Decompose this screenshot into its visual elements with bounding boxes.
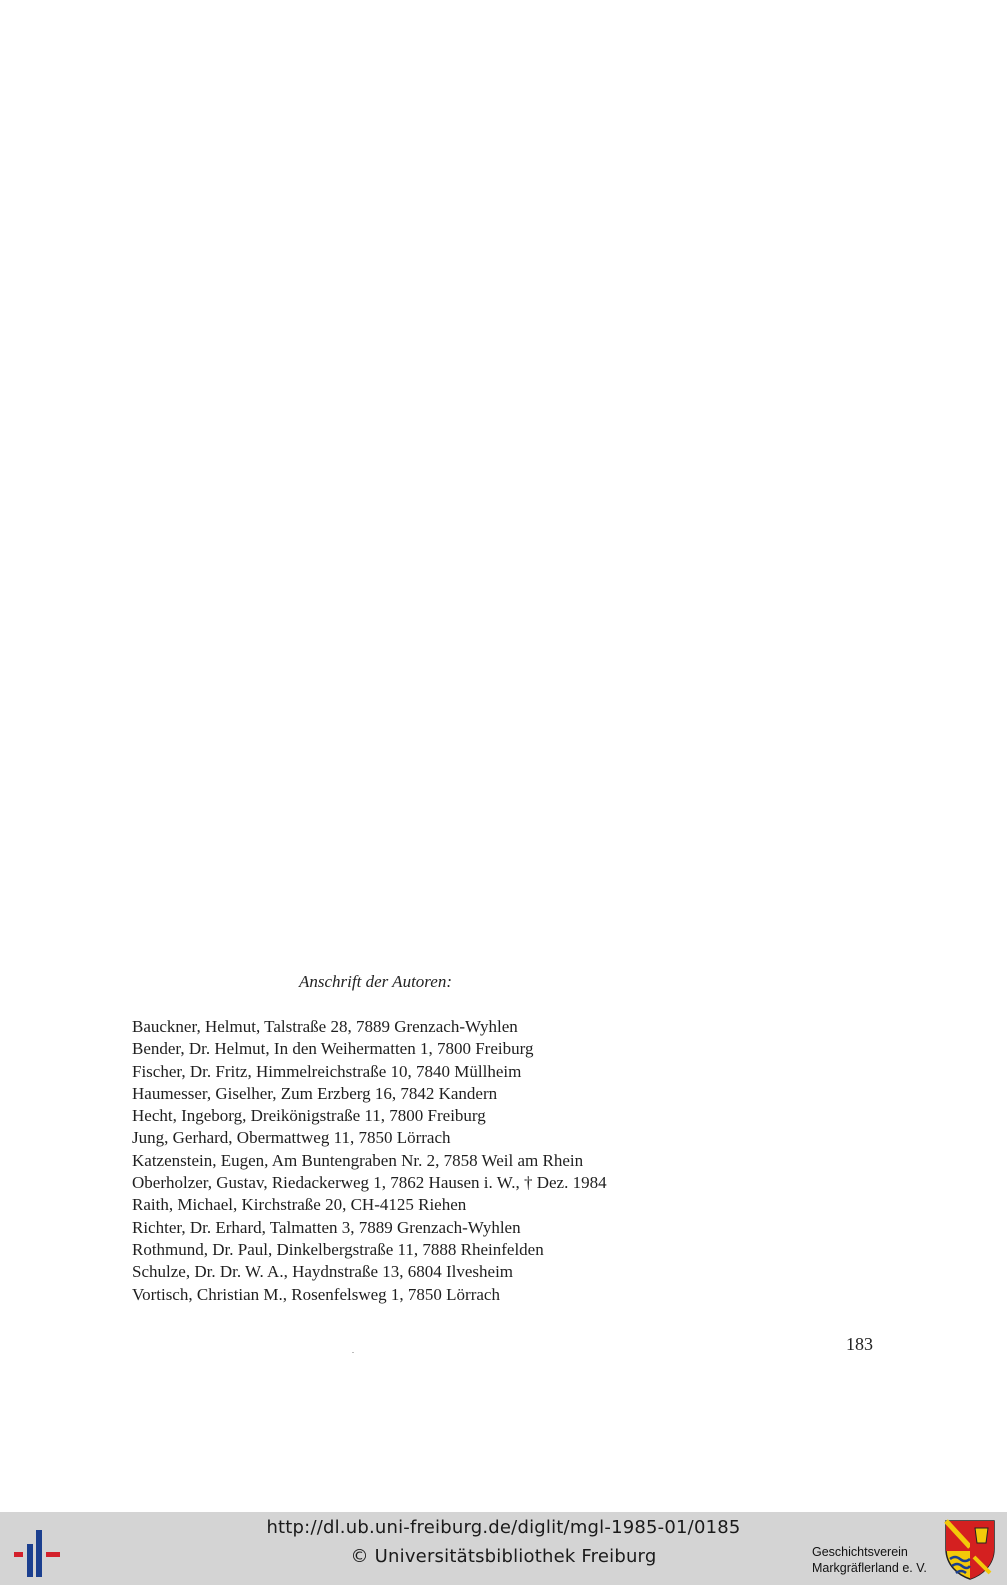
author-entry: Bender, Dr. Helmut, In den Weihermatten 1, 7800 Freiburg	[132, 1039, 534, 1059]
page-number: 183	[846, 1334, 873, 1354]
author-entry: Rothmund, Dr. Paul, Dinkelbergstraße 11, 7888 Rheinfelden	[132, 1239, 544, 1259]
author-entry: Raith, Michael, Kirchstraße 20, CH-4125 Riehen	[132, 1195, 467, 1215]
author-entry: Bauckner, Helmut, Talstraße 28, 7889 Grenzach-Wyhlen	[132, 1017, 518, 1036]
society-name-line1: Geschichtsverein	[812, 1545, 908, 1559]
page-heading: Anschrift der Autoren:	[299, 972, 452, 991]
author-entry: Jung, Gerhard, Obermattweg 11, 7850 Lörrach	[132, 1128, 451, 1148]
author-entry: Katzenstein, Eugen, Am Buntengraben Nr. 2, 7858 Weil am Rhein	[132, 1150, 584, 1170]
author-entry: Haumesser, Giselher, Zum Erzberg 16, 7842 Kandern	[132, 1083, 498, 1103]
coat-of-arms-icon[interactable]	[944, 1519, 996, 1581]
footer-bar	[0, 1512, 1007, 1585]
author-entry: Oberholzer, Gustav, Riedackerweg 1, 7862 Hausen i. W., † Dez. 1984	[132, 1173, 607, 1193]
society-name	[812, 1544, 927, 1576]
author-entry: Hecht, Ingeborg, Dreikönigstraße 11, 7800 Freiburg	[132, 1106, 486, 1126]
footer-url-link[interactable]: http://dl.ub.uni-freiburg.de/diglit/mgl-1985-01/0185	[266, 1517, 741, 1538]
author-entry: Richter, Dr. Erhard, Talmatten 3, 7889 Grenzach-Wyhlen	[132, 1217, 521, 1237]
footer-copyright: © Universitätsbibliothek Freiburg	[350, 1546, 657, 1567]
society-name-line2: Markgräflerland e. V.	[812, 1561, 927, 1575]
author-list	[132, 1016, 607, 1306]
author-entry: Vortisch, Christian M., Rosenfelsweg 1, 7850 Lörrach	[132, 1284, 500, 1304]
scan-speck	[352, 1352, 354, 1353]
author-entry: Schulze, Dr. Dr. W. A., Haydnstraße 13, 6804 Ilvesheim	[132, 1262, 514, 1282]
author-entry: Fischer, Dr. Fritz, Himmelreichstraße 10, 7840 Müllheim	[132, 1061, 522, 1081]
